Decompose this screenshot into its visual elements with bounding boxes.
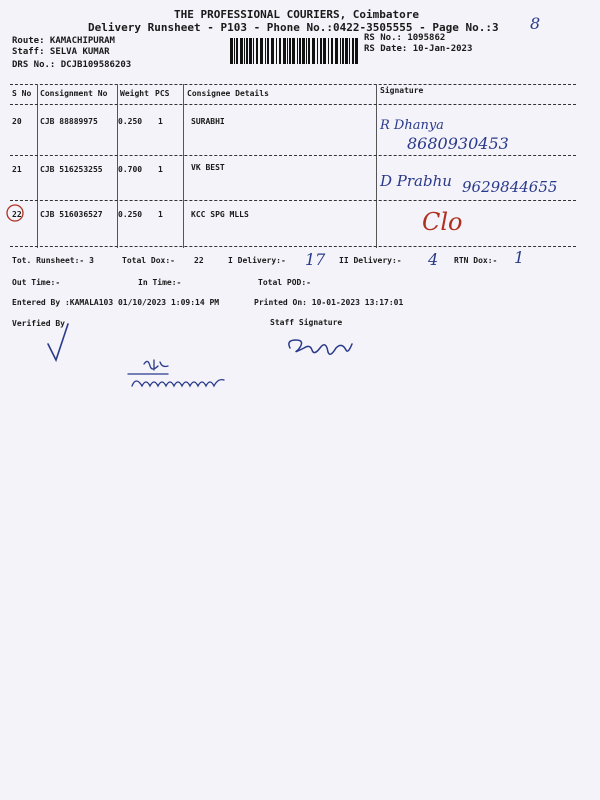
- row-consignment: CJB 516253255: [40, 165, 103, 174]
- row-rule: [10, 200, 576, 201]
- barcode-bar: [234, 38, 235, 64]
- barcode-bar: [320, 38, 322, 64]
- printed-on: Printed On: 10-01-2023 13:17:01: [254, 298, 404, 307]
- row-sno: 22: [12, 210, 22, 219]
- ii-delivery-hand: 4: [428, 250, 439, 269]
- barcode-bar: [331, 38, 333, 64]
- row-signature: R Dhanya: [380, 118, 444, 133]
- row-phone: 9629844655: [462, 178, 558, 196]
- i-delivery-label: I Delivery:-: [228, 256, 286, 265]
- col-divider: [376, 84, 377, 248]
- header-pcs: PCS: [155, 89, 170, 98]
- barcode-bar: [345, 38, 348, 64]
- barcode-bar: [317, 38, 318, 64]
- verifier-signature-scribble: [124, 356, 274, 396]
- entered-by: Entered By :KAMALA103 01/10/2023 1:09:14 PM: [12, 298, 220, 307]
- row-sno: 20: [12, 117, 22, 126]
- row-pcs: 1: [158, 165, 163, 174]
- barcode-bar: [340, 38, 341, 64]
- header-sno: S No: [12, 89, 32, 98]
- row-weight: 0.700: [118, 165, 143, 174]
- rtn-dox-label: RTN Dox:-: [454, 256, 498, 265]
- barcode-bar: [342, 38, 344, 64]
- row-phone: 8680930453: [407, 134, 509, 153]
- row-consignee: SURABHI: [191, 117, 225, 126]
- out-time: Out Time:-: [12, 278, 61, 287]
- header-consignment: Consignment No: [40, 89, 108, 98]
- barcode-bar: [292, 38, 295, 64]
- barcode: [230, 38, 358, 64]
- table-top-rule: [10, 84, 576, 85]
- verified-signature-scribble: [40, 318, 80, 366]
- table-bottom-rule: [10, 246, 576, 247]
- barcode-bar: [267, 38, 269, 64]
- row-weight: 0.250: [118, 117, 143, 126]
- barcode-bar: [328, 38, 329, 64]
- tot-runsheet: Tot. Runsheet:- 3: [12, 256, 94, 265]
- runsheet-title: Delivery Runsheet - P103 - Phone No.:0422-3505555 - Page No.:3: [88, 21, 499, 34]
- barcode-bar: [335, 38, 338, 64]
- staff-label: Staff: SELVA KUMAR: [12, 47, 110, 57]
- barcode-bar: [352, 38, 354, 64]
- barcode-bar: [306, 38, 307, 64]
- barcode-bar: [230, 38, 233, 64]
- staff-signature-label: Staff Signature: [270, 318, 343, 327]
- verified-by-label: Verified By: [12, 319, 65, 328]
- row-consignment: CJB 516036527: [40, 210, 103, 219]
- row-consignment: CJB 88889975: [40, 117, 98, 126]
- total-pod: Total POD:-: [258, 278, 311, 287]
- barcode-bar: [260, 38, 263, 64]
- rs-date: RS Date: 10-Jan-2023: [364, 44, 473, 54]
- barcode-bar: [271, 38, 274, 64]
- row-pcs: 1: [158, 117, 163, 126]
- row-rule: [10, 155, 576, 156]
- row-consignee: VK BEST: [191, 163, 225, 172]
- barcode-bar: [276, 38, 277, 64]
- in-time: In Time:-: [138, 278, 182, 287]
- row-pcs: 1: [158, 210, 163, 219]
- barcode-bar: [299, 38, 301, 64]
- barcode-bar: [302, 38, 305, 64]
- barcode-bar: [312, 38, 315, 64]
- rs-number: RS No.: 1095862: [364, 33, 446, 43]
- barcode-bar: [355, 38, 358, 64]
- barcode-bar: [244, 38, 245, 64]
- total-dox-label: Total Dox:-: [122, 256, 175, 265]
- barcode-bar: [297, 38, 298, 64]
- row-signature: D Prabhu: [380, 172, 452, 190]
- total-dox-value: 22: [194, 256, 204, 265]
- header-weight: Weight: [120, 89, 149, 98]
- row-weight: 0.250: [118, 210, 143, 219]
- row-signature: Clo: [422, 208, 463, 236]
- barcode-bar: [323, 38, 326, 64]
- barcode-bar: [289, 38, 291, 64]
- col-divider: [37, 84, 38, 248]
- page-handwritten-mark: 8: [530, 14, 541, 33]
- barcode-bar: [283, 38, 286, 64]
- barcode-bar: [246, 38, 248, 64]
- col-divider: [183, 84, 184, 248]
- company-name: THE PROFESSIONAL COURIERS, Coimbatore: [174, 8, 420, 21]
- barcode-bar: [249, 38, 252, 64]
- row-consignee: KCC SPG MLLS: [191, 210, 249, 219]
- barcode-bar: [287, 38, 288, 64]
- staff-signature-scribble: [282, 332, 362, 360]
- ii-delivery-label: II Delivery:-: [339, 256, 402, 265]
- barcode-bar: [240, 38, 243, 64]
- barcode-bar: [256, 38, 258, 64]
- rtn-dox-hand: 1: [514, 248, 525, 267]
- drs-number: DRS No.: DCJB109586203: [12, 60, 132, 70]
- header-rule: [10, 104, 576, 105]
- route-label: Route: KAMACHIPURAM: [12, 36, 115, 46]
- barcode-bar: [265, 38, 266, 64]
- barcode-bar: [279, 38, 281, 64]
- i-delivery-hand: 17: [305, 250, 326, 269]
- barcode-bar: [349, 38, 350, 64]
- header-consignee: Consignee Details: [187, 89, 269, 98]
- row-sno: 21: [12, 165, 22, 174]
- barcode-bar: [236, 38, 238, 64]
- header-signature: Signature: [380, 86, 424, 95]
- barcode-bar: [253, 38, 254, 64]
- barcode-bar: [308, 38, 310, 64]
